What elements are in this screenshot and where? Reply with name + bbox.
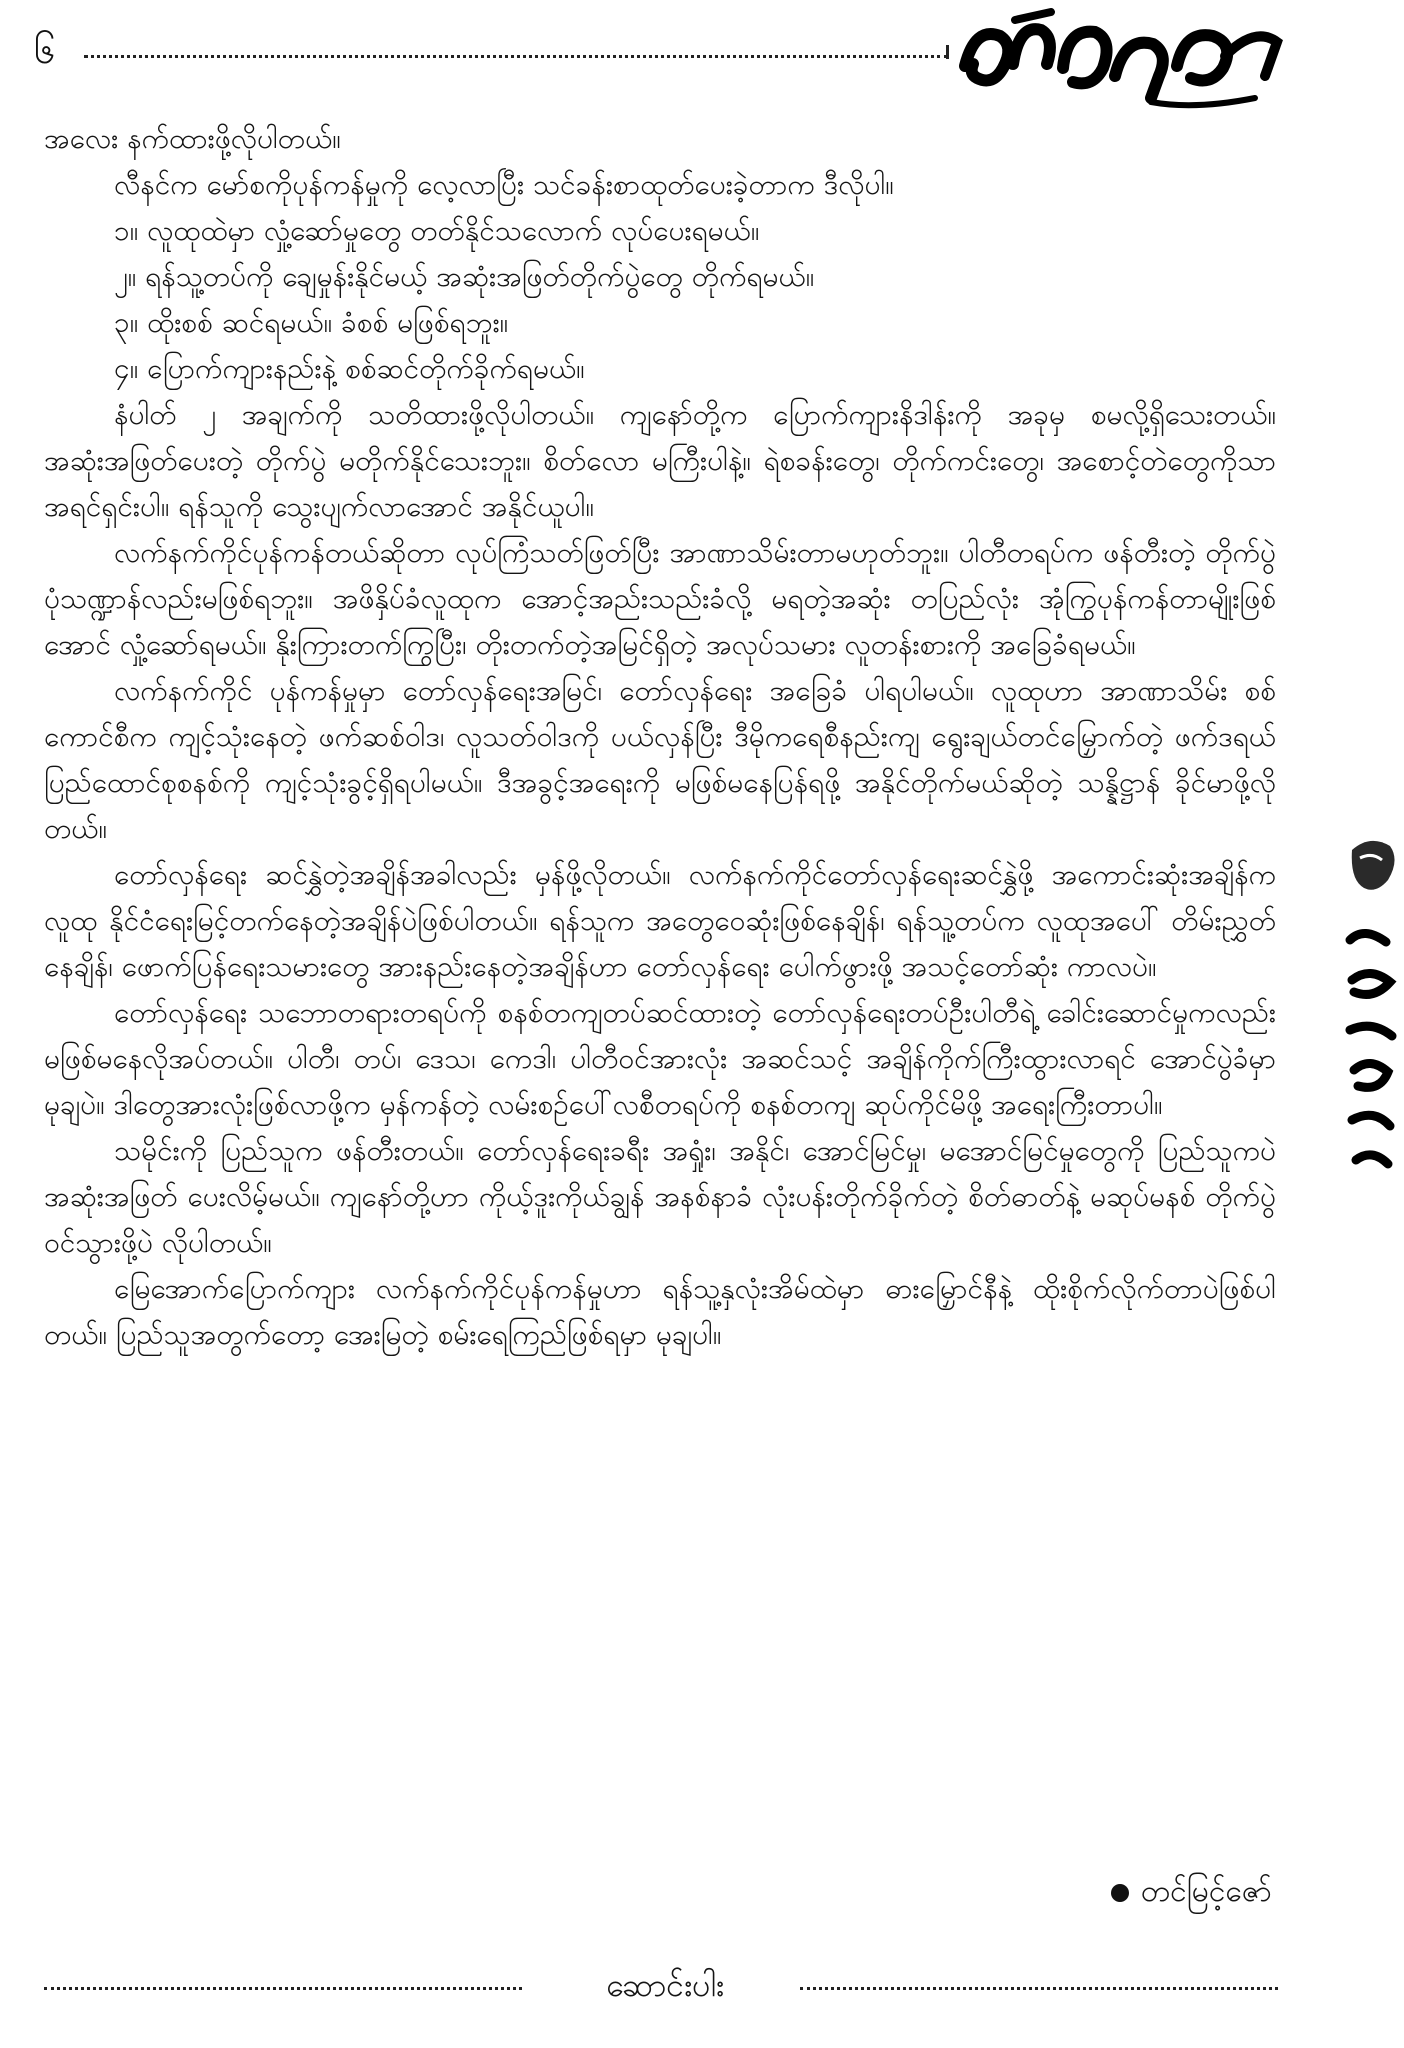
list-item: ၃။ ထိုးစစ် ဆင်ရမယ်။ ခံစစ် မဖြစ်ရဘူး။ xyxy=(114,306,509,339)
footer-section-label: ဆောင်းပါး xyxy=(606,1966,724,2004)
paragraph: တော်လှန်ရေး သဘောတရားတရပ်ကို စနစ်တကျတပ်ဆင်ထားတဲ့ တော်လှန်ရေးတပ်ဦးပါတီရဲ့ ခေါင်းဆောင်မှုကလည်း မဖြစ်မနေလိုအပ်တယ်။ ပါတီ၊ တပ်၊ ဒေသ၊ ကေဒါ၊ ပါတီဝင်အားလုံး အဆင်သင့် အချိန်ကိုက်ကြီးထွားလာရင် အောင်ပွဲခံမှာ မုချပဲ။ ဒါတွေအားလုံးဖြစ်လာဖို့က မှန်ကန်တဲ့ လမ်းစဉ်ပေါ်လစီတရပ်ကို စနစ်တကျ ဆုပ်ကိုင်မိဖို့ အရေးကြီးတာပါ။ xyxy=(44,996,1276,1121)
byline xyxy=(1111,1870,1272,1914)
paragraph: မြေအောက်ပြောက်ကျား လက်နက်ကိုင်ပုန်ကန်မှုဟာ ရန်သူ့နှလုံးအိမ်ထဲမှာ ဓားမြှောင်နီနဲ့ ထိုးစိုက်လိုက်တာပဲဖြစ်ပါတယ်။ ပြည်သူအတွက်တော့ အေးမြတဲ့ စမ်းရေကြည်ဖြစ်ရမှာ မုချပါ။ xyxy=(44,1272,1276,1351)
list-item: ၂။ ရန်သူ့တပ်ကို ချေမှုန်းနိုင်မယ့် အဆုံးအဖြတ်တိုက်ပွဲတွေ တိုက်ရမယ်။ xyxy=(114,260,815,293)
article-body xyxy=(44,116,1276,1358)
paragraph: သမိုင်းကို ပြည်သူက ဖန်တီးတယ်။ တော်လှန်ရေးခရီး အရှုံး၊ အနိုင်၊ အောင်မြင်မှု၊ မအောင်မြင်မှုတွေကို ပြည်သူကပဲ အဆုံးအဖြတ် ပေးလိမ့်မယ်။ ကျနော်တို့ဟာ ကိုယ့်ဒူးကိုယ်ချွန် အနစ်နာခံ လုံးပန်းတိုက်ခိုက်တဲ့ စိတ်ဓာတ်နဲ့ မဆုပ်မနစ် တိုက်ပွဲဝင်သွားဖို့ပဲ လိုပါတယ်။ xyxy=(44,1134,1276,1259)
bullet-icon xyxy=(1111,1884,1129,1902)
footer-dotted-rule-left xyxy=(44,1987,522,1990)
paragraph: တော်လှန်ရေး ဆင်နွှဲတဲ့အချိန်အခါလည်း မှန်ဖို့လိုတယ်။ လက်နက်ကိုင်တော်လှန်ရေးဆင်နွှဲဖို့ အကောင်းဆုံးအချိန်က လူထု နိုင်ငံရေးမြင့်တက်နေတဲ့အချိန်ပဲဖြစ်ပါတယ်။ ရန်သူက အတွေဝေဆုံးဖြစ်နေချိန်၊ ရန်သူ့တပ်က လူထုအပေါ် တိမ်းညွှတ်နေချိန်၊ ဖောက်ပြန်ရေးသမားတွေ အားနည်းနေတဲ့အချိန်ဟာ တော်လှန်ရေး ပေါက်ဖွားဖို့ အသင့်တော်ဆုံး ကာလပဲ။ xyxy=(44,858,1276,983)
header-rule-tick xyxy=(946,45,949,59)
paragraph: လက်နက်ကိုင် ပုန်ကန်မှုမှာ တော်လှန်ရေးအမြင်၊ တော်လှန်ရေး အခြေခံ ပါရပါမယ်။ လူထုဟာ အာဏာသိမ်း စစ်ကောင်စီက ကျင့်သုံးနေတဲ့ ဖက်ဆစ်ဝါဒ၊ လူသတ်ဝါဒကို ပယ်လှန်ပြီး ဒီမိုကရေစီနည်းကျ ရွေးချယ်တင်မြှောက်တဲ့ ဖက်ဒရယ် ပြည်ထောင်စုစနစ်ကို ကျင့်သုံးခွင့်ရှိရပါမယ်။ ဒီအခွင့်အရေးကို မဖြစ်မနေပြန်ရဖို့ အနိုင်တိုက်မယ်ဆိုတဲ့ သန္နိဋ္ဌာန် ခိုင်မာဖို့လိုတယ်။ xyxy=(44,674,1276,845)
paragraph: လီနင်က မော်စကိုပုန်ကန်မှုကို လေ့လာပြီး သင်ခန်းစာထုတ်ပေးခဲ့တာက ဒီလိုပါ။ xyxy=(114,168,894,201)
page-number: ၆ xyxy=(34,28,56,72)
list-item: ၁။ လူထုထဲမှာ လှုံ့ဆော်မှုတွေ တတ်နိုင်သလောက် လုပ်ပေးရမယ်။ xyxy=(114,214,760,247)
list-item: ၄။ ပြောက်ကျားနည်းနဲ့ စစ်ဆင်တိုက်ခိုက်ရမယ်။ xyxy=(114,352,585,385)
side-tab-art xyxy=(1330,830,1404,1300)
paragraph: လက်နက်ကိုင်ပုန်ကန်တယ်ဆိုတာ လုပ်ကြံသတ်ဖြတ်ပြီး အာဏာသိမ်းတာမဟုတ်ဘူး။ ပါတီတရပ်က ဖန်တီးတဲ့ တိုက်ပွဲပုံသဏ္ဍာန်လည်းမဖြစ်ရဘူး။ အဖိနှိပ်ခံလူထုက အောင့်အည်းသည်းခံလို့ မရတဲ့အဆုံး တပြည်လုံး အုံကြွပုန်ကန်တာမျိုးဖြစ်အောင် လှုံ့ဆော်ရမယ်။ နိုးကြားတက်ကြွပြီး၊ တိုးတက်တဲ့အမြင်ရှိတဲ့ အလုပ်သမား လူတန်းစားကို အခြေခံရမယ်။ xyxy=(44,536,1276,661)
paragraph: နံပါတ် ၂ အချက်ကို သတိထားဖို့လိုပါတယ်။ ကျနော်တို့က ပြောက်ကျားနိဒါန်းကို အခုမှ စမလို့ရှိသေးတယ်။ အဆုံးအဖြတ်ပေးတဲ့ တိုက်ပွဲ မတိုက်နိုင်သေးဘူး။ စိတ်လော မကြီးပါနဲ့။ ရဲစခန်းတွေ၊ တိုက်ကင်းတွေ၊ အစောင့်တဲတွေကိုသာ အရင်ရှင်းပါ။ ရန်သူကို သွေးပျက်လာအောင် အနိုင်ယူပါ။ xyxy=(44,398,1276,523)
paragraph: အလေး နက်ထားဖို့လိုပါတယ်။ xyxy=(44,122,341,155)
masthead-logo xyxy=(955,6,1285,118)
masthead-calligraphy xyxy=(955,6,1285,118)
side-tab xyxy=(1330,830,1404,1300)
author-name: တင်မြင့်ဇော် xyxy=(1140,1874,1272,1909)
header-dotted-rule xyxy=(84,55,948,58)
footer-dotted-rule-right xyxy=(800,1987,1278,1990)
